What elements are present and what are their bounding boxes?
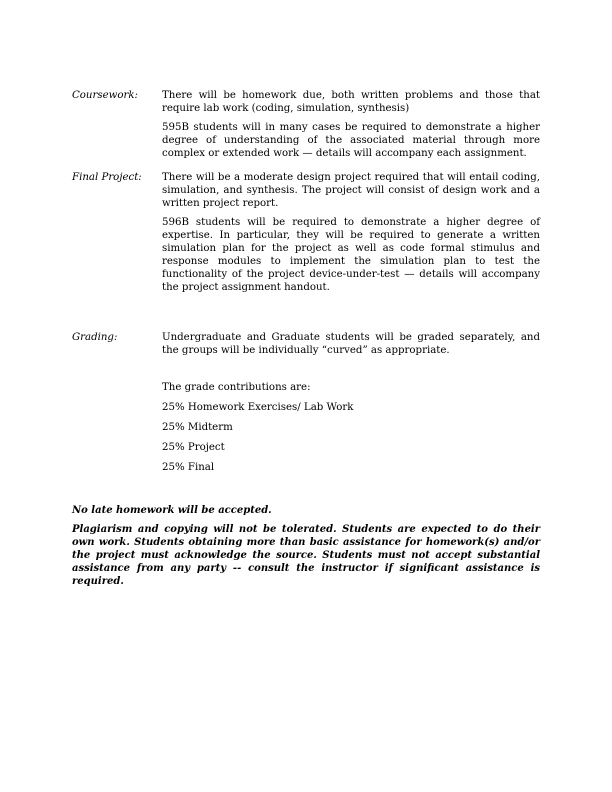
late-homework-notice: No late homework will be accepted.	[72, 505, 272, 516]
grade-item-homework: 25% Homework Exercises/ Lab Work	[162, 402, 354, 413]
grade-item-midterm: 25% Midterm	[162, 422, 233, 433]
grade-contributions-list	[162, 381, 540, 481]
coursework-paragraph-2: 595B students will in many cases be required to demonstrate a higher degree of understanding of the associated material through more complex or extended work — details will accompany each assignment.	[162, 122, 540, 159]
grade-contributions-intro: The grade contributions are:	[162, 382, 311, 393]
coursework-label: Coursework:	[72, 90, 138, 101]
grade-item-project: 25% Project	[162, 442, 225, 453]
final-project-paragraph-1: There will be a moderate design project required that will entail coding, simulation, and synthesis. The project will consist of design work and a written project report.	[162, 172, 540, 209]
plagiarism-notice: Plagiarism and copying will not be tolerated. Students are expected to do their own work. Students obtaining more than basic assistance for homework(s) and/or the project must acknowledge the source. Students must not accept substantial assistance from any party -- consult the instructor if significant assistance is required.	[72, 524, 540, 587]
grading-paragraph: Undergraduate and Graduate students will be graded separately, and the groups will be individually “curved” as appropriate.	[162, 332, 540, 356]
grade-item-final: 25% Final	[162, 462, 215, 473]
grading-label: Grading:	[72, 332, 118, 343]
final-project-paragraph-2: 596B students will be required to demonstrate a higher degree of expertise. In particular, they will be required to generate a written simulation plan for the project as well as code formal stimulus and response modules to implement the simulation plan to test the functionality of the project device-under-test — details will accompany the project assignment handout.	[162, 217, 540, 293]
final-project-body	[162, 171, 540, 300]
grading-body	[162, 331, 540, 363]
coursework-paragraph-1: There will be homework due, both written problems and those that require lab work (coding, simulation, synthesis)	[162, 90, 540, 114]
final-project-label: Final Project:	[72, 172, 142, 183]
coursework-body	[162, 89, 540, 166]
